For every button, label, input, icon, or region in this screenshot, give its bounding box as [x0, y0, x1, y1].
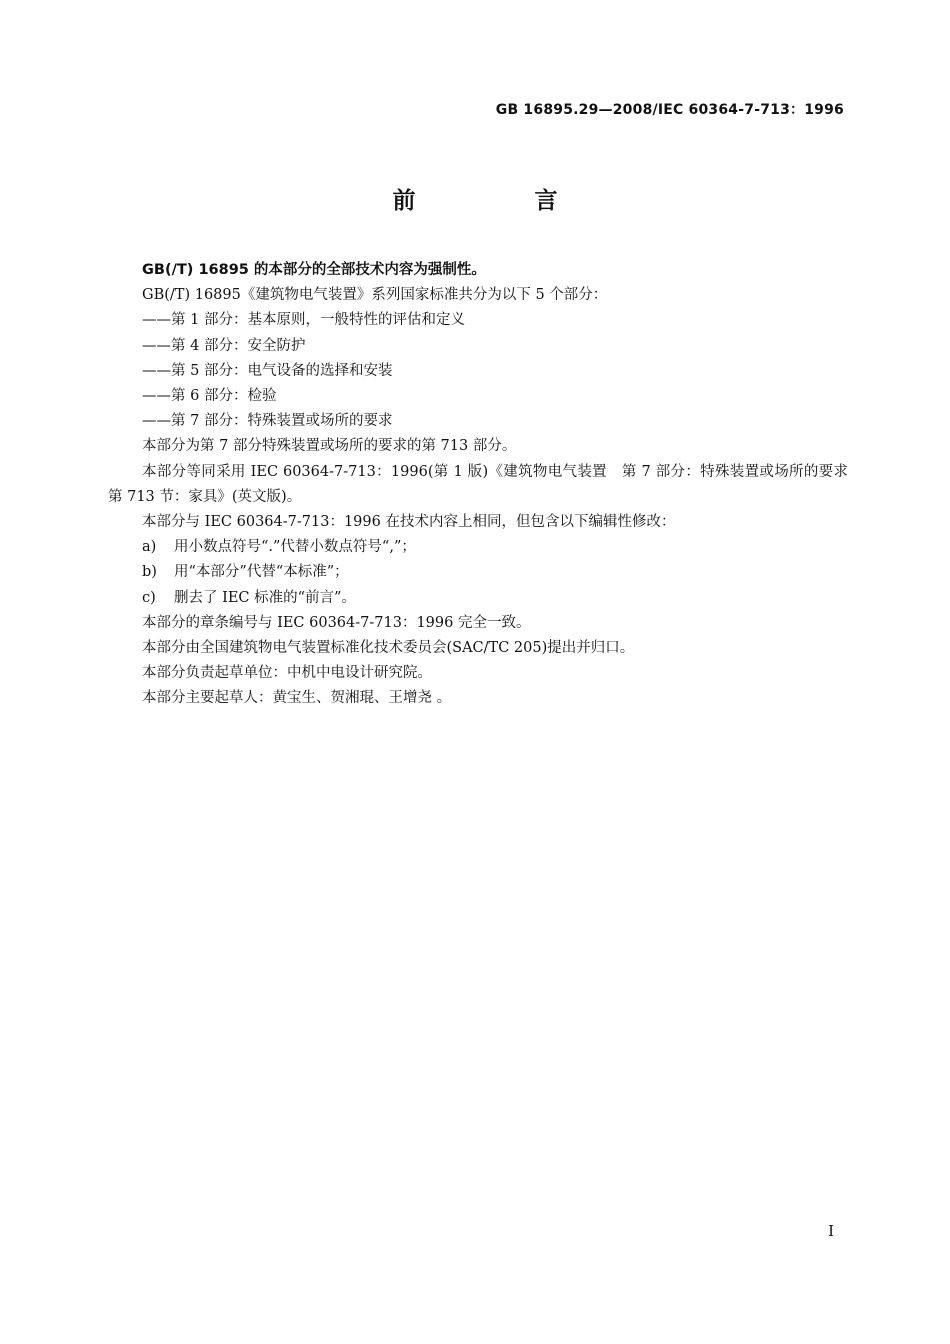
list-item-part-6: ——第 6 部分：检验 [142, 388, 277, 405]
standard-code: GB 16895.29—2008/IEC 60364-7-713：1996 [495, 102, 844, 118]
paragraph-series-intro: GB(/T) 16895《建筑物电气装置》系列国家标准共分为以下 5 个部分： [142, 287, 608, 304]
list-item-part-1: ——第 1 部分：基本原则，一般特性的评估和定义 [142, 312, 465, 329]
paragraph-adoption: 本部分等同采用 IEC 60364-7-713：1996(第 1 版)《建筑物电气装置 第 7 部分：特殊装置或场所的要求 第 713 节：家具》(英文版)。 [108, 463, 863, 505]
paragraph-numbering: 本部分的章条编号与 IEC 60364-7-713：1996 完全一致。 [142, 614, 531, 631]
foreword-body [108, 258, 863, 712]
paragraph-mandatory-statement: GB(/T) 16895 的本部分的全部技术内容为强制性。 [142, 262, 486, 278]
modification-item [108, 560, 848, 585]
paragraph-modifications-intro: 本部分与 IEC 60364-7-713：1996 在技术内容上相同，但包含以下编辑性修改： [142, 514, 676, 531]
modification-item [108, 586, 848, 611]
paragraph-drafting-unit: 本部分负责起草单位：中机中电设计研究院。 [142, 665, 432, 682]
list-item-part-7: ——第 7 部分：特殊装置或场所的要求 [142, 413, 393, 430]
modification-text: 用小数点符号“.”代替小数点符号“,”； [174, 539, 416, 556]
page-title: 前 言 [392, 188, 606, 214]
modification-item [108, 535, 848, 560]
paragraph-part-scope: 本部分为第 7 部分特殊装置或场所的要求的第 713 部分。 [142, 438, 517, 455]
paragraph-drafters: 本部分主要起草人：黄宝生、贺湘琨、王增尧 。 [142, 690, 452, 707]
modification-marker: c) [142, 589, 156, 606]
modification-text: 删去了 IEC 标准的“前言”。 [174, 589, 356, 606]
page-number: I [828, 1222, 834, 1240]
list-item-part-4: ——第 4 部分：安全防护 [142, 337, 306, 354]
list-item-part-5: ——第 5 部分：电气设备的选择和安装 [142, 362, 393, 379]
paragraph-proposer: 本部分由全国建筑物电气装置标准化技术委员会(SAC/TC 205)提出并归口。 [142, 640, 635, 657]
modification-marker: a) [142, 539, 157, 556]
modification-marker: b) [142, 564, 157, 581]
modification-text: 用“本部分”代替“本标准”； [174, 564, 349, 581]
